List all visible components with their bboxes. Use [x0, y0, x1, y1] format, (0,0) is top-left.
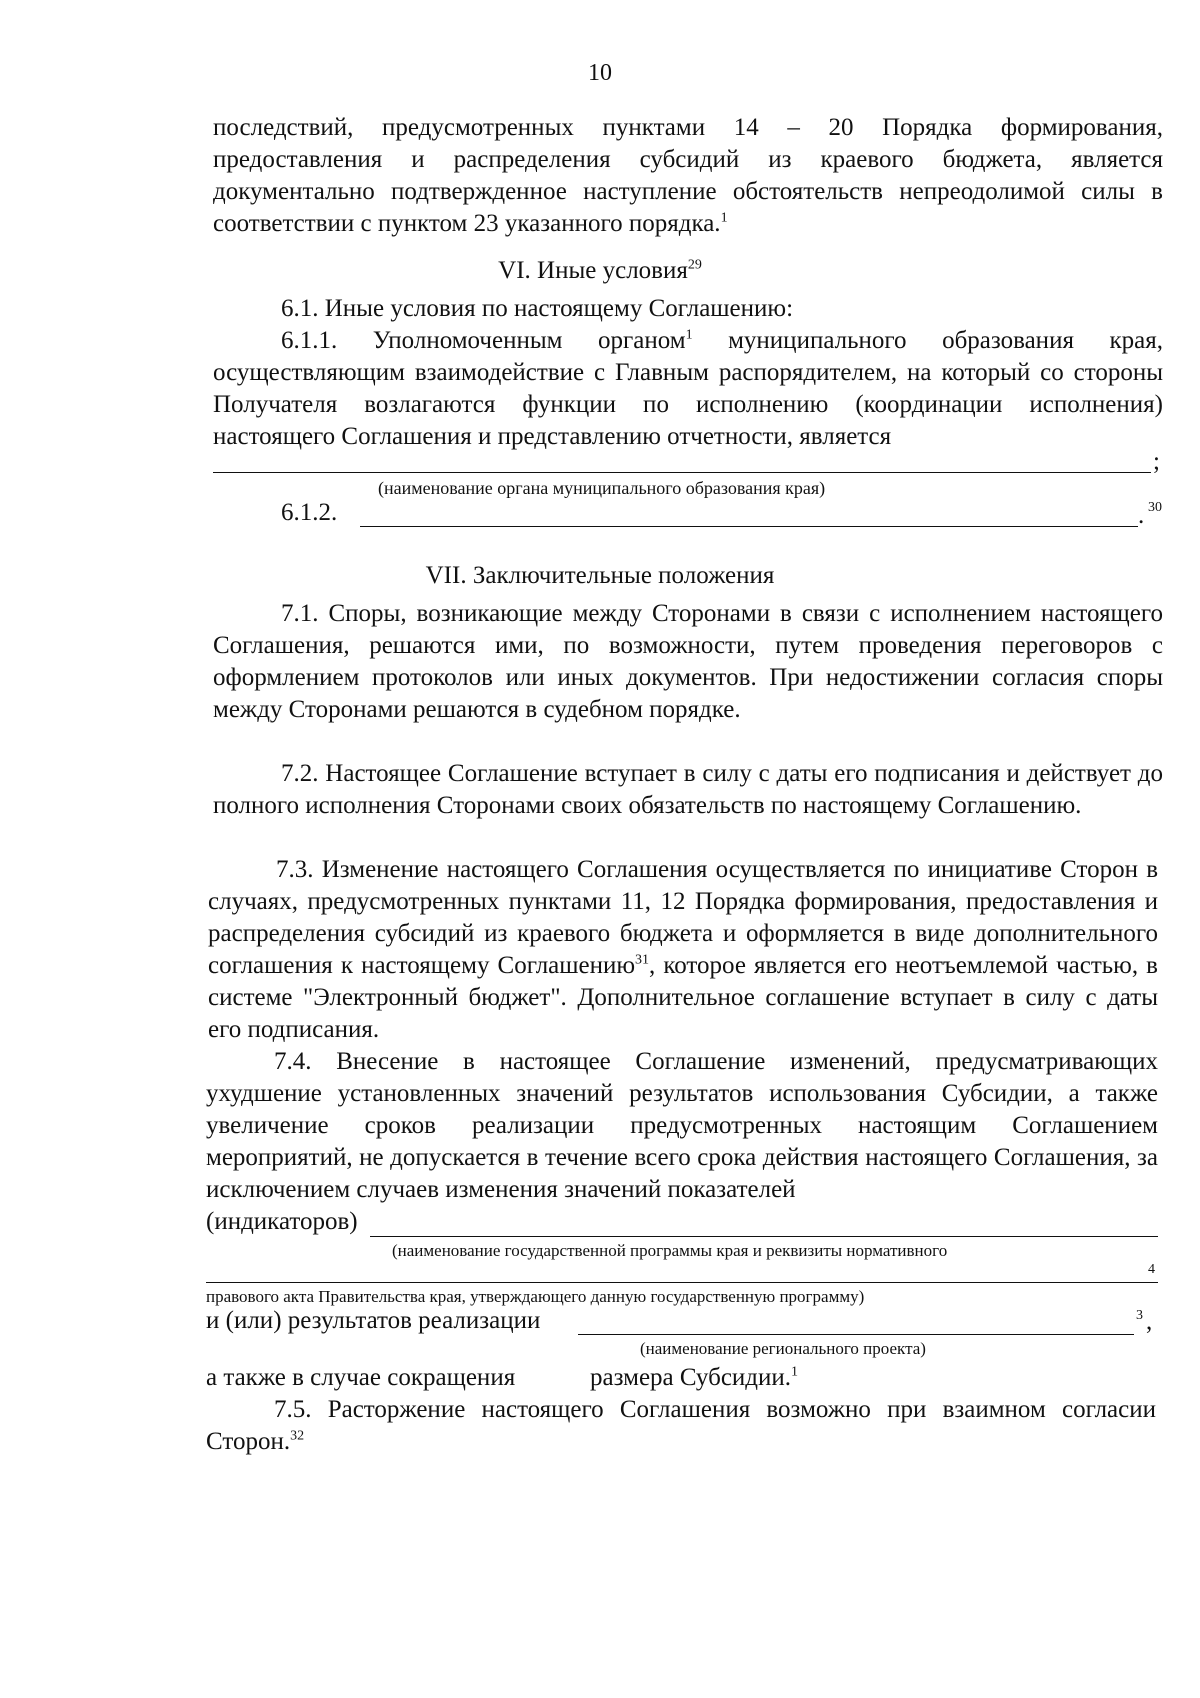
- footnote-ref: 4: [1148, 1262, 1155, 1277]
- results-label: и (или) результатов реализации: [206, 1307, 541, 1334]
- footnote-ref: 29: [687, 257, 702, 273]
- caption-organ-name: (наименование органа муниципального образования края): [378, 478, 826, 498]
- paragraph-7-1: 7.1. Споры, возникающие между Сторонами в связи с исполнением настоящего Соглашения, решаются ими, по возможности, путем проведения переговоров с оформлением протоколов или иных документов. При недостижении согласия споры между Сторонами решаются в судебном порядке.: [213, 600, 1163, 723]
- footnote-ref: 3: [1136, 1308, 1143, 1323]
- indicators-label: (индикаторов): [206, 1208, 358, 1235]
- section-6-heading: VI. Иные условия$^{29}$: [498, 257, 702, 284]
- footnote-ref: 31: [635, 952, 650, 968]
- footnote-ref: 32: [290, 1428, 305, 1444]
- comma: ,: [1146, 1308, 1153, 1335]
- paragraph-7-4: 7.4. Внесение в настоящее Соглашение изменений, предусматривающих ухудшение установленных значений результатов использования Субсидии, а также увеличение сроков реализации предусмотренных настоящим Соглашением мероприятий, не допускается в течение всего срока действия настоящего Соглашения, за исключением случаев изменения значений показателей: [206, 1048, 1158, 1203]
- footnote-ref: 1: [720, 210, 728, 226]
- blank-organ-name-line: [213, 472, 1151, 473]
- paragraph-7-2: 7.2. Настоящее Соглашение вступает в силу с даты его подписания и действует до полного исполнения Сторонами своих обязательств по настоящему Соглашению.: [213, 760, 1163, 819]
- paragraph-6-1-2-label: 6.1.2.: [281, 499, 338, 526]
- paragraph-6-1: 6.1. Иные условия по настоящему Соглашению:: [281, 295, 794, 322]
- blank-rp-line: [578, 1334, 1134, 1335]
- semicolon: ;: [1153, 448, 1160, 475]
- paragraph-continuation: последствий, предусмотренных пунктами 14 – 20 Порядка формирования, предоставления и распределения субсидий из краевого бюджета, является документально подтвержденное наступление обстоятельств непреодолимой силы в соответствии с пунктом 23 указанного порядка.$^1$: [213, 114, 1163, 237]
- caption-gp-line-1: (наименование государственной программы края и реквизиты нормативного: [392, 1241, 948, 1260]
- page-number: 10: [588, 60, 612, 86]
- paragraph-7-4-end-a: а также в случае сокращения: [206, 1364, 516, 1391]
- footnote-ref: 1: [791, 1364, 799, 1380]
- footnote-ref: 1: [685, 327, 693, 343]
- paragraph-7-5: 7.5. Расторжение настоящего Соглашения возможно при взаимном согласии Сторон.$^{32}$: [206, 1396, 1156, 1455]
- blank-6-1-2-line: [360, 526, 1138, 527]
- period: .: [1138, 502, 1145, 529]
- paragraph-7-3: 7.3. Изменение настоящего Соглашения осуществляется по инициативе Сторон в случаях, предусмотренных пунктами 11, 12 Порядка формирования, предоставления и распределения субсидий из краевого бюджета и оформляется в виде дополнительного соглашения к настоящему Соглашению$^{31}$, которое является его неотъемлемой частью, в системе "Электронный бюджет". Дополнительное соглашение вступает в силу с даты его подписания.: [208, 856, 1158, 1043]
- blank-gp-line-1: [370, 1236, 1158, 1237]
- paragraph-7-4-end-b: размера Субсидии.$^1$: [590, 1364, 799, 1391]
- footnote-ref: 30: [1148, 500, 1162, 515]
- caption-gp-line-2: правового акта Правительства края, утверждающего данную государственную программу): [206, 1287, 865, 1306]
- paragraph-6-1-1: 6.1.1. Уполномоченным органом$^1$ муниципального образования края, осуществляющим взаимодействие с Главным распорядителем, на который со стороны Получателя возлагаются функции по исполнению (координации исполнения) настоящего Соглашения и представлению отчетности, является: [213, 327, 1163, 450]
- section-7-heading: VII. Заключительные положения: [425, 562, 775, 589]
- caption-regional-project: (наименование регионального проекта): [640, 1339, 926, 1358]
- blank-gp-line-2: [206, 1282, 1158, 1283]
